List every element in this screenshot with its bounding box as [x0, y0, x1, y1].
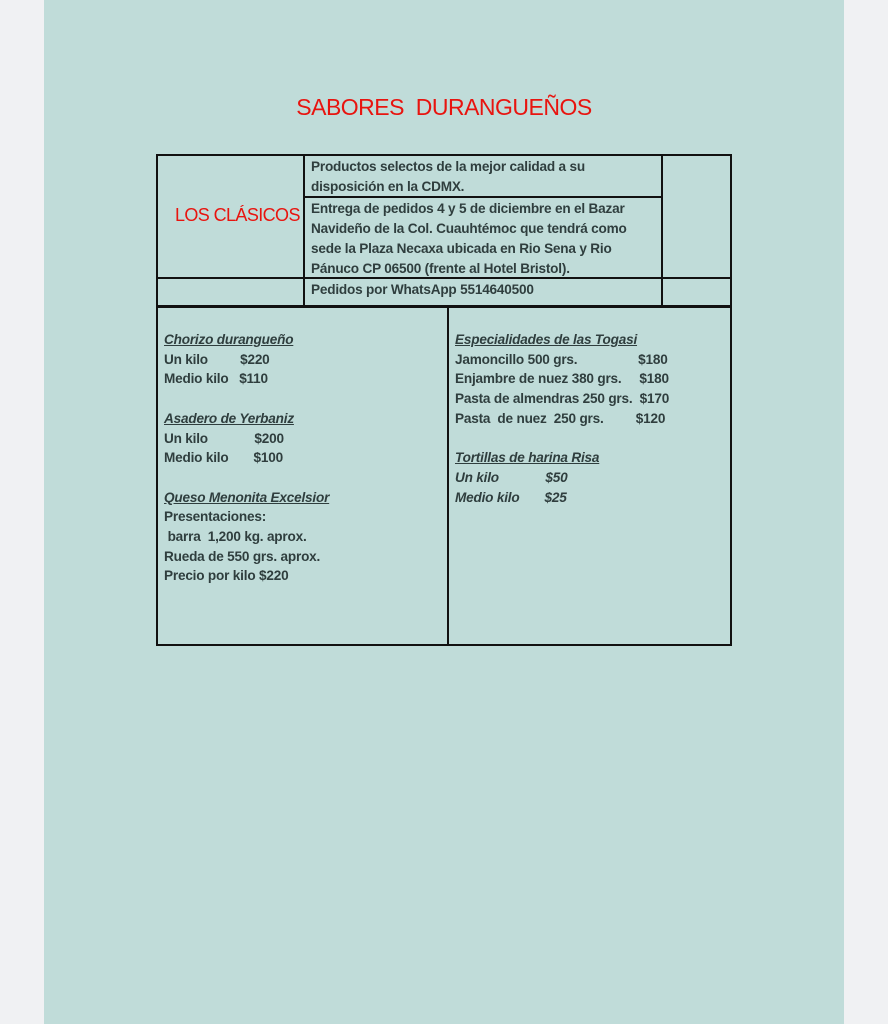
orders-text: Pedidos por WhatsApp 5514640500 [311, 282, 534, 297]
section-label: LOS CLÁSICOS [175, 205, 300, 225]
especialidades-heading: Especialidades de las Togasi [455, 332, 638, 347]
list-item: Medio kilo $110 [164, 371, 268, 387]
list-item: Un kilo $200 [164, 430, 284, 446]
list-item: Medio kilo $25 [455, 489, 567, 505]
list-item: Medio kilo $100 [164, 450, 283, 466]
list-item: Presentaciones: [164, 509, 267, 525]
list-item: Un kilo $50 [455, 469, 568, 485]
right-column [455, 330, 669, 507]
list-item: Un kilo $220 [164, 351, 270, 367]
page-title: SABORES DURANGUEÑOS [296, 94, 592, 120]
header-table [156, 154, 732, 307]
tortillas-heading: Tortillas de harina Risa [455, 450, 600, 466]
queso-heading: Queso Menonita Excelsior [164, 489, 330, 505]
list-item: Rueda de 550 grs. aprox. [164, 548, 321, 564]
left-column [164, 330, 329, 586]
intro-text: Productos selectos de la mejor calidad a su disposición en la CDMX. [311, 159, 585, 194]
list-item: Jamoncillo 500 grs. $180 [455, 351, 668, 367]
document-page [44, 0, 844, 1024]
divider [661, 156, 663, 307]
list-item: Pasta de nuez 250 grs. $120 [455, 410, 666, 426]
list-item: barra 1,200 kg. aprox. [164, 529, 307, 544]
list-item: Precio por kilo $220 [164, 568, 289, 584]
list-item: Pasta de almendras 250 grs. $170 [455, 391, 670, 407]
divider [447, 308, 449, 644]
list-item: Enjambre de nuez 380 grs. $180 [455, 371, 669, 387]
chorizo-heading: Chorizo duranguеño [164, 332, 294, 347]
delivery-text: Entrega de pedidos 4 y 5 de diciembre en el Bazar Navideño de la Col. Cuauhtémoc que tendrá como sede la Plaza Necaxa ubicada en Rio Sena y Rio Pánuco CP 06500 (frente al Hotel Bristol). [311, 201, 627, 276]
asadero-heading: Asadero de Yerbaniz [164, 410, 294, 426]
products-table [156, 306, 732, 646]
divider [303, 156, 305, 307]
